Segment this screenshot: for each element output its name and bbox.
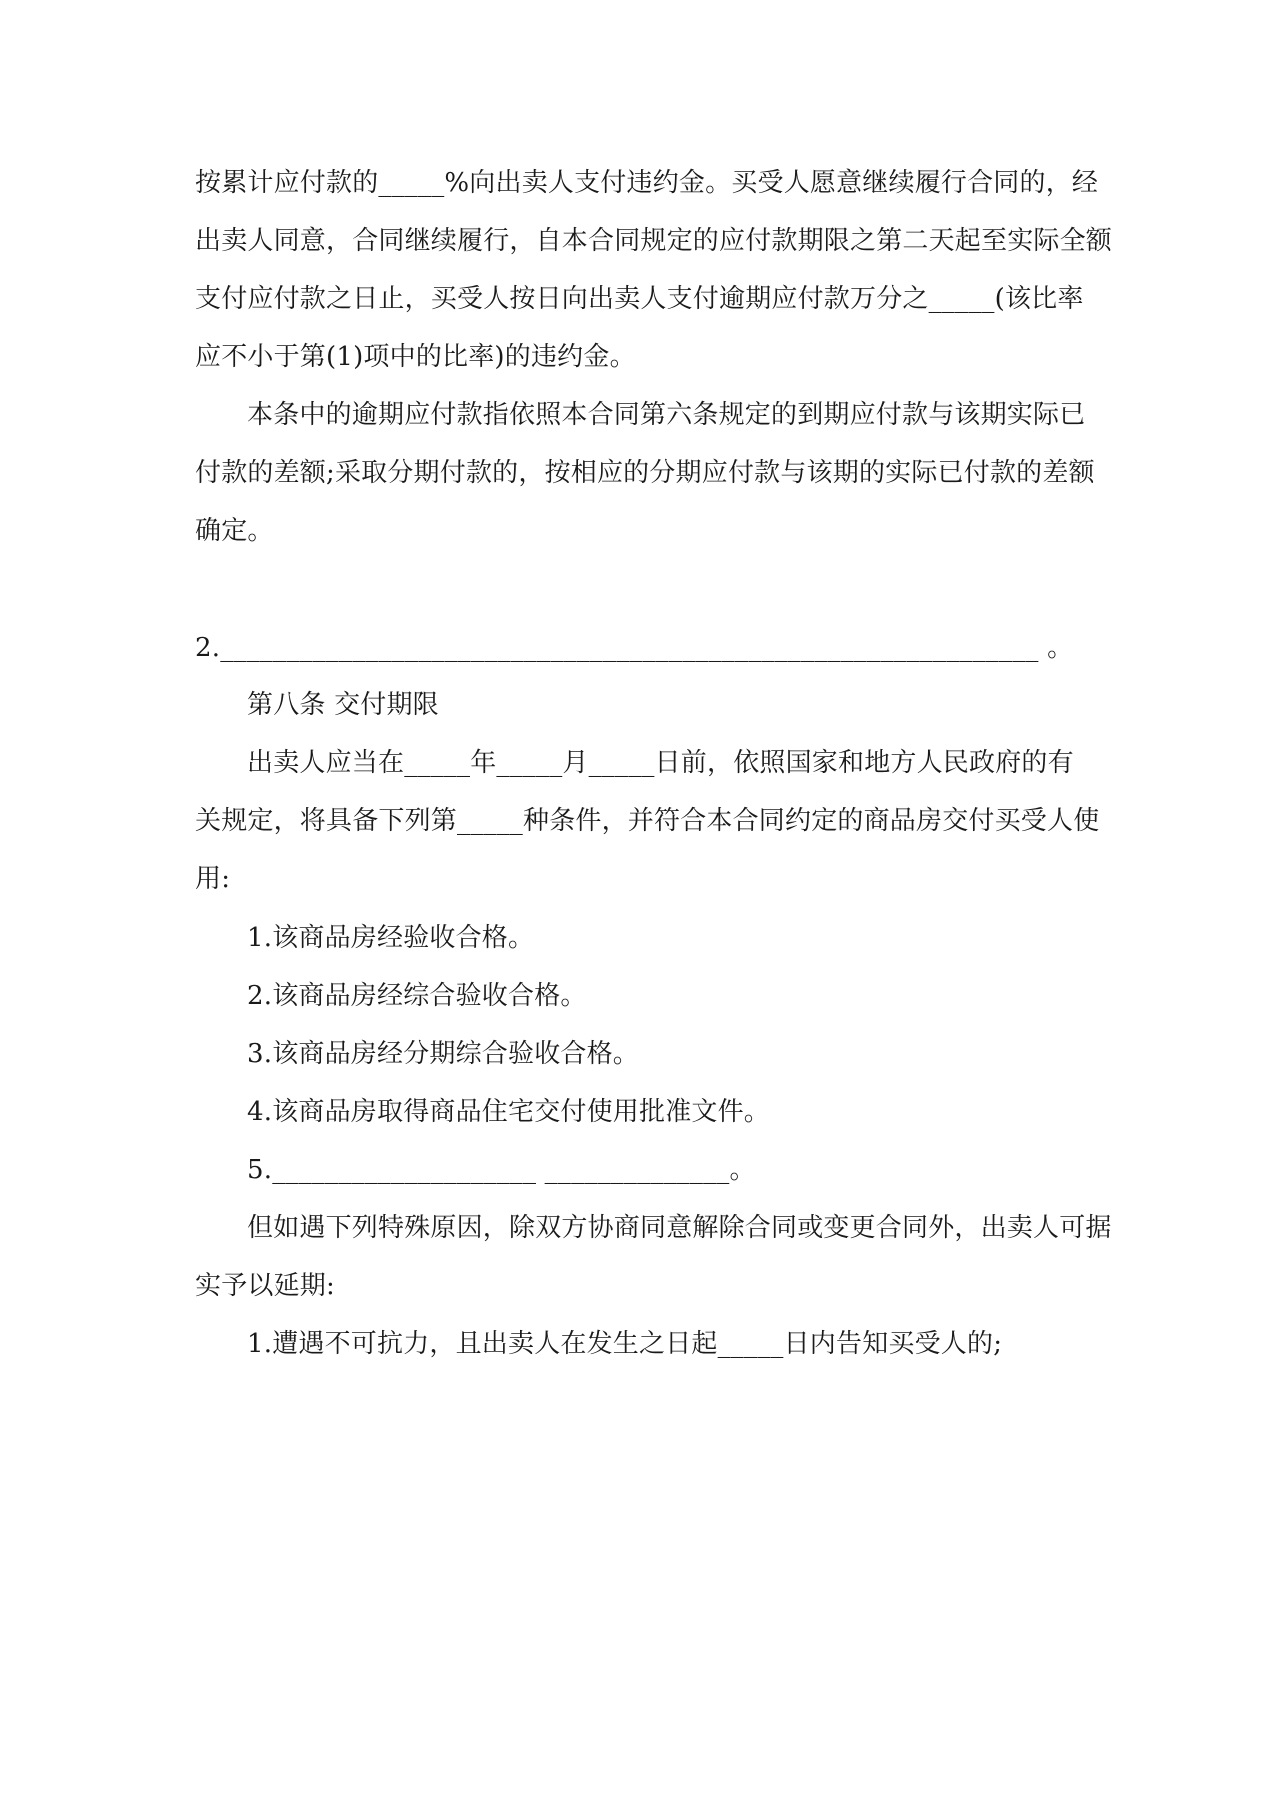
paragraph-line-3: 支付应付款之日止，买受人按日向出卖人支付逾期应付款万分之_____(该比率 xyxy=(195,284,1084,314)
paragraph-line-4: 应不小于第(1)项中的比率)的违约金。 xyxy=(195,342,636,372)
delay-reason-item-1: 1.遭遇不可抗力，且出卖人在发生之日起_____日内告知买受人的; xyxy=(247,1329,1003,1359)
blank-item-2: 2.______________________________________________________________ 。 xyxy=(195,633,1074,663)
paragraph-line-6: 付款的差额;采取分期付款的，按相应的分期应付款与该期的实际已付款的差额 xyxy=(195,458,1095,488)
condition-item-5: 5.____________________ ______________。 xyxy=(247,1155,756,1185)
article-8-heading: 第八条 交付期限 xyxy=(247,690,439,720)
paragraph-line-1: 按累计应付款的_____%向出卖人支付违约金。买受人愿意继续履行合同的，经 xyxy=(195,168,1099,198)
paragraph-line-2: 出卖人同意，合同继续履行，自本合同规定的应付款期限之第二天起至实际全额 xyxy=(195,226,1113,256)
condition-item-3: 3.该商品房经分期综合验收合格。 xyxy=(247,1039,640,1069)
condition-item-4: 4.该商品房取得商品住宅交付使用批准文件。 xyxy=(247,1097,771,1127)
paragraph-line-9: 关规定，将具备下列第_____种条件，并符合本合同约定的商品房交付买受人使 xyxy=(195,806,1100,836)
condition-item-2: 2.该商品房经综合验收合格。 xyxy=(247,981,587,1011)
paragraph-line-10: 用: xyxy=(195,864,231,894)
paragraph-line-8: 出卖人应当在_____年_____月_____日前，依照国家和地方人民政府的有 xyxy=(247,748,1074,778)
paragraph-line-11: 但如遇下列特殊原因，除双方协商同意解除合同或变更合同外，出卖人可据 xyxy=(247,1213,1112,1243)
condition-item-1: 1.该商品房经验收合格。 xyxy=(247,923,535,953)
paragraph-line-12: 实予以延期: xyxy=(195,1271,335,1301)
paragraph-line-5: 本条中的逾期应付款指依照本合同第六条规定的到期应付款与该期实际已 xyxy=(247,400,1086,430)
paragraph-line-7: 确定。 xyxy=(195,516,274,546)
